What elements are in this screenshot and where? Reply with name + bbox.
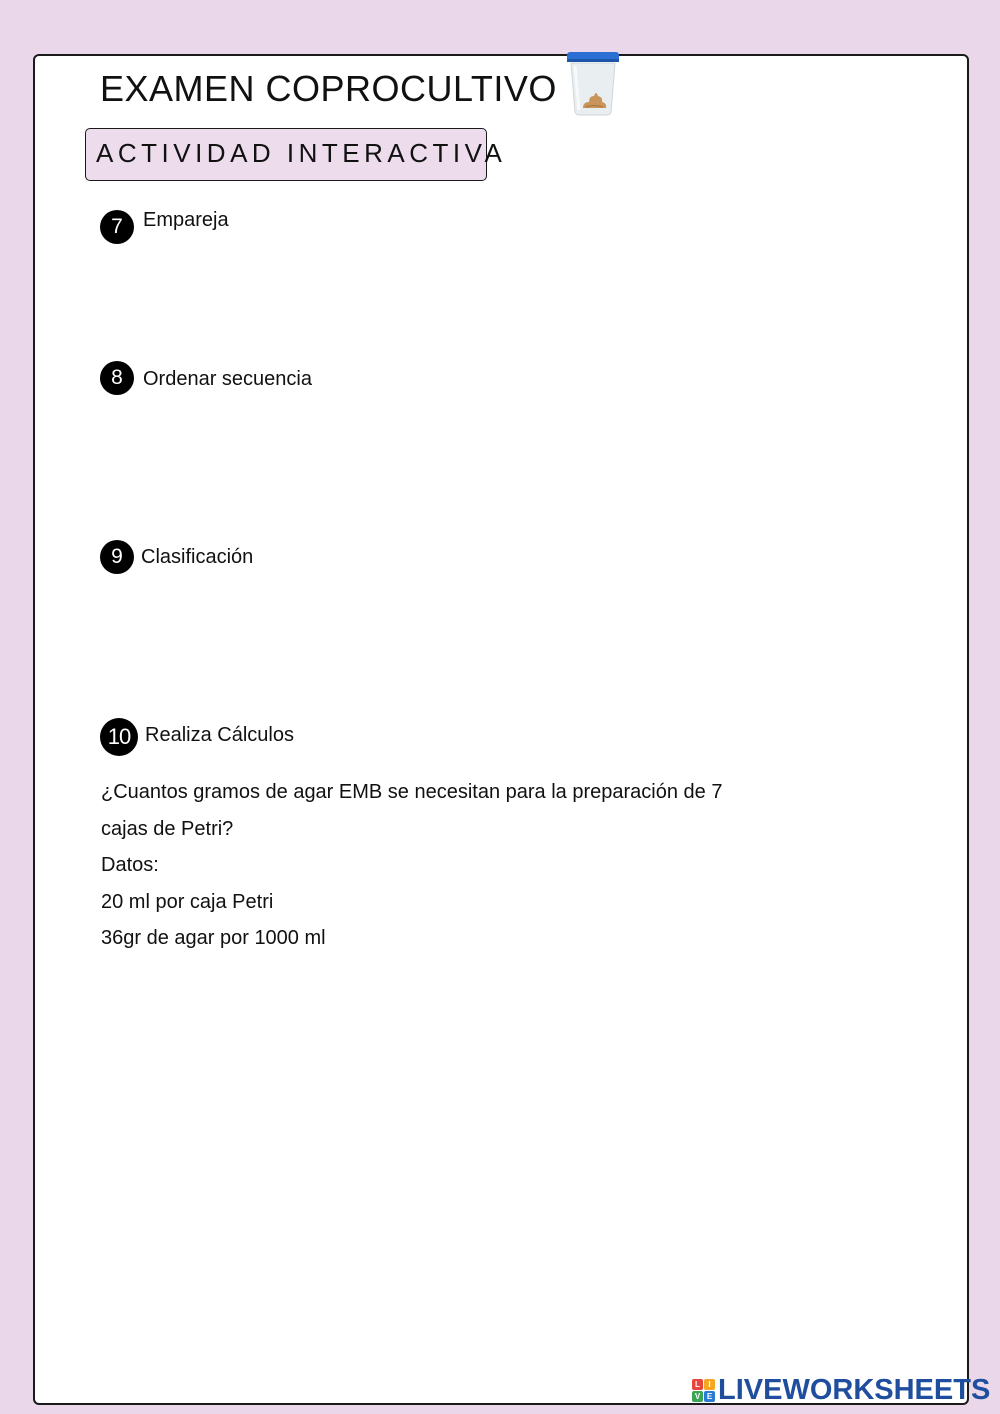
- specimen-cup-icon: [565, 52, 621, 116]
- liveworksheets-logo[interactable]: [692, 1374, 990, 1406]
- question-line-2: cajas de Petri?: [101, 818, 234, 840]
- logo-mark-icon: L I V E: [692, 1379, 715, 1402]
- section-number-8: 8: [100, 361, 134, 395]
- brand-name: LIVEWORKSHEETS: [718, 1373, 991, 1406]
- section-label-ordenar: Ordenar secuencia: [143, 368, 312, 390]
- section-label-clasificacion: Clasificación: [141, 546, 254, 568]
- question-line-3: Datos:: [101, 854, 159, 876]
- question-line-5: 36gr de agar por 1000 ml: [101, 927, 326, 949]
- question-line-1: ¿Cuantos gramos de agar EMB se necesitan para la preparación de 7: [101, 781, 723, 803]
- section-label-calculos: Realiza Cálculos: [145, 724, 294, 746]
- question-line-4: 20 ml por caja Petri: [101, 891, 274, 913]
- section-number-10: 10: [100, 718, 138, 756]
- page-title: EXAMEN COPROCULTIVO: [100, 68, 557, 109]
- section-number-7: 7: [100, 210, 134, 244]
- section-label-empareja: Empareja: [143, 209, 229, 231]
- section-number-9: 9: [100, 540, 134, 574]
- subtitle: ACTIVIDAD INTERACTIVA: [96, 138, 507, 168]
